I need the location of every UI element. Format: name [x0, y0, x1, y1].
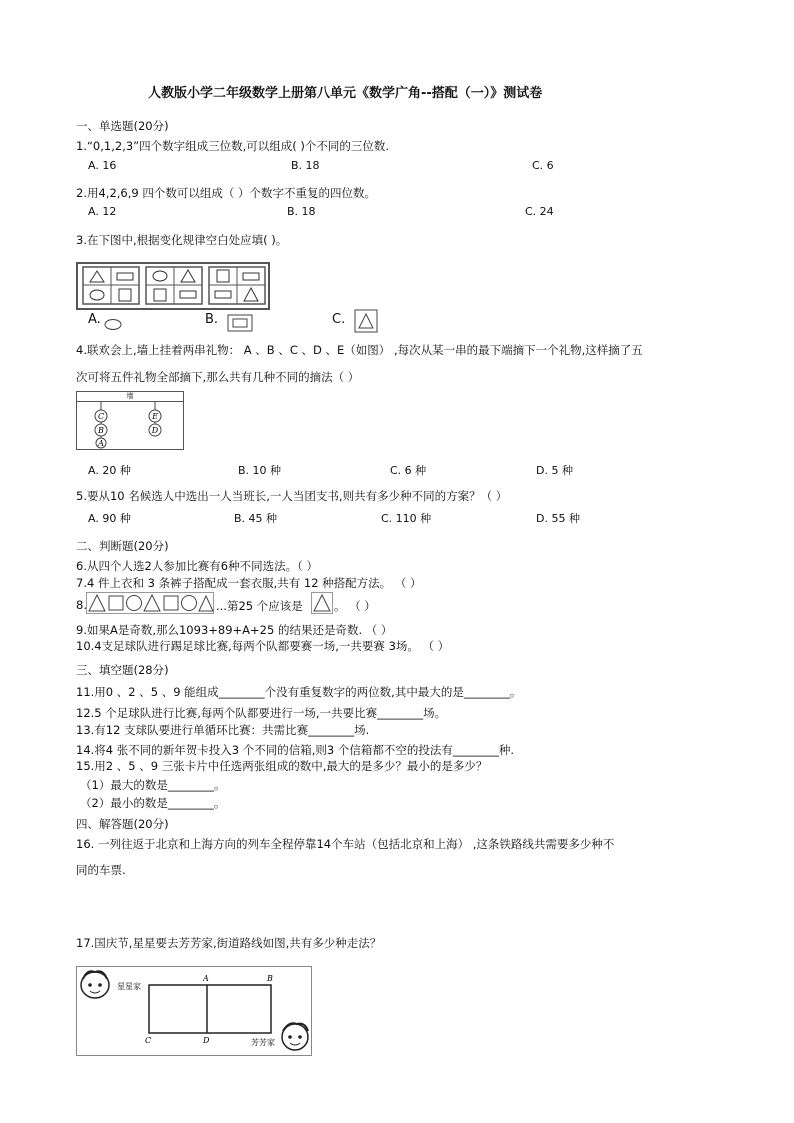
question-4-line-1: 4.联欢会上,墙上挂着两串礼物： A 、B 、C 、D 、E（如图） ,每次从某一串的最下端摘下一个礼物,这样摘了五: [76, 343, 643, 357]
question-15-part-2: （2）最小的数是________。: [80, 796, 226, 810]
q3-option-a: A.: [88, 312, 101, 327]
question-3: 3.在下图中,根据变化规律空白处应填( )。: [76, 233, 288, 247]
page-title: 人教版小学二年级数学上册第八单元《数学广角--搭配（一）》测试卷: [148, 86, 543, 101]
question-14: 14.将4 张不同的新年贺卡投入3 个不同的信箱,则3 个信箱都不空的投法有________种.: [76, 743, 515, 757]
q1-option-c: C. 6: [532, 159, 554, 172]
question-11: 11.用0 、2 、5 、9 能组成________个没有重复数字的两位数,其中最大的是________。: [76, 685, 522, 699]
question-16-line-2: 同的车票.: [76, 863, 126, 877]
q3-option-b: B.: [205, 312, 219, 327]
q3-option-b-rectangle-icon: [227, 314, 253, 332]
question-7: 7.4 件上衣和 3 条裤子搭配成一套衣服,共有 12 种搭配方法。 （ ）: [76, 576, 422, 590]
question-9: 9.如果A是奇数,那么1093+89+A+25 的结果还是奇数. （ ）: [76, 623, 393, 637]
point-b-label: B: [267, 974, 273, 983]
q3-option-a-ellipse-icon: [103, 318, 123, 331]
section-heading-single-choice: 一、单选题(20分): [76, 119, 169, 133]
question-2: 2.用4,2,6,9 四个数可以组成（ ）个数字不重复的四位数。: [76, 186, 377, 200]
q5-option-a: A. 90 种: [88, 512, 131, 525]
q5-option-b: B. 45 种: [234, 512, 278, 525]
xingxing-avatar-icon: [81, 971, 109, 998]
question-12: 12.5 个足球队进行比赛,每两个队都要进行一场,一共要比赛________场。: [76, 706, 447, 720]
ball-b-label: B: [98, 426, 104, 435]
q2-option-c: C. 24: [525, 205, 554, 218]
q4-option-b: B. 10 种: [238, 464, 282, 477]
question-13: 13.有12 支球队要进行单循环比赛：共需比赛________场.: [76, 723, 370, 737]
q4-gift-strings-figure: [76, 391, 184, 450]
q8-answer-triangle-icon: [311, 592, 333, 614]
q17-street-map-figure: [76, 966, 312, 1056]
q3-option-c: C.: [332, 312, 346, 327]
question-8-suffix: 。 （ ）: [334, 599, 376, 613]
point-c-label: C: [145, 1036, 152, 1045]
q1-option-a: A. 16: [88, 159, 117, 172]
point-d-label: D: [203, 1036, 210, 1045]
question-8-middle: ...第25 个应该是: [216, 599, 303, 613]
question-15-part-1: （1）最大的数是________。: [80, 778, 226, 792]
q4-option-d: D. 5 种: [536, 464, 573, 477]
q5-option-d: D. 55 种: [536, 512, 580, 525]
q1-option-b: B. 18: [291, 159, 320, 172]
question-6: 6.从四个人选2人参加比赛有6种不同选法。（ ）: [76, 559, 319, 573]
q3-pattern-figure: [76, 262, 270, 310]
q2-option-a: A. 12: [88, 205, 117, 218]
q3-option-c-triangle-icon: [354, 309, 378, 333]
question-4-line-2: 次可将五件礼物全部摘下,那么共有几种不同的摘法（ ）: [76, 370, 360, 384]
section-heading-fill-blank: 三、填空题(28分): [76, 663, 169, 677]
q5-option-c: C. 110 种: [381, 512, 432, 525]
q8-shape-sequence: [86, 592, 214, 614]
wall-label: 墙: [77, 392, 183, 402]
ball-d-label: D: [151, 426, 159, 435]
ball-a-label: A: [98, 439, 104, 448]
question-1: 1.“0,1,2,3”四个数字组成三位数,可以组成( )个不同的三位数.: [76, 139, 390, 153]
section-heading-true-false: 二、判断题(20分): [76, 539, 169, 553]
q4-option-a: A. 20 种: [88, 464, 131, 477]
ball-c-label: C: [97, 412, 105, 421]
question-5: 5.要从10 名候选人中选出一人当班长,一人当团支书,则共有多少种不同的方案？（ ）: [76, 489, 508, 503]
fangfang-home-label: 芳芳家: [251, 1038, 275, 1047]
question-15: 15.用2 、5 、9 三张卡片中任选两张组成的数中,最大的是多少？最小的是多少？: [76, 759, 488, 773]
question-17: 17.国庆节,星星要去芳芳家,街道路线如图,共有多少种走法？: [76, 936, 382, 950]
section-heading-problems: 四、解答题(20分): [76, 817, 169, 831]
question-10: 10.4支足球队进行踢足球比赛,每两个队都要赛一场,一共要赛 3场。 （ ）: [76, 639, 450, 653]
question-8-prefix: 8.: [76, 598, 87, 612]
xingxing-home-label: 星星家: [117, 982, 141, 991]
q4-option-c: C. 6 种: [390, 464, 427, 477]
point-a-label: A: [203, 974, 209, 983]
question-16-line-1: 16. 一列往返于北京和上海方向的列车全程停靠14个车站（包括北京和上海） ,这条铁路线共需要多少种不: [76, 837, 615, 851]
fangfang-avatar-icon: [282, 1023, 308, 1050]
q2-option-b: B. 18: [287, 205, 316, 218]
ball-e-label: E: [152, 412, 158, 421]
